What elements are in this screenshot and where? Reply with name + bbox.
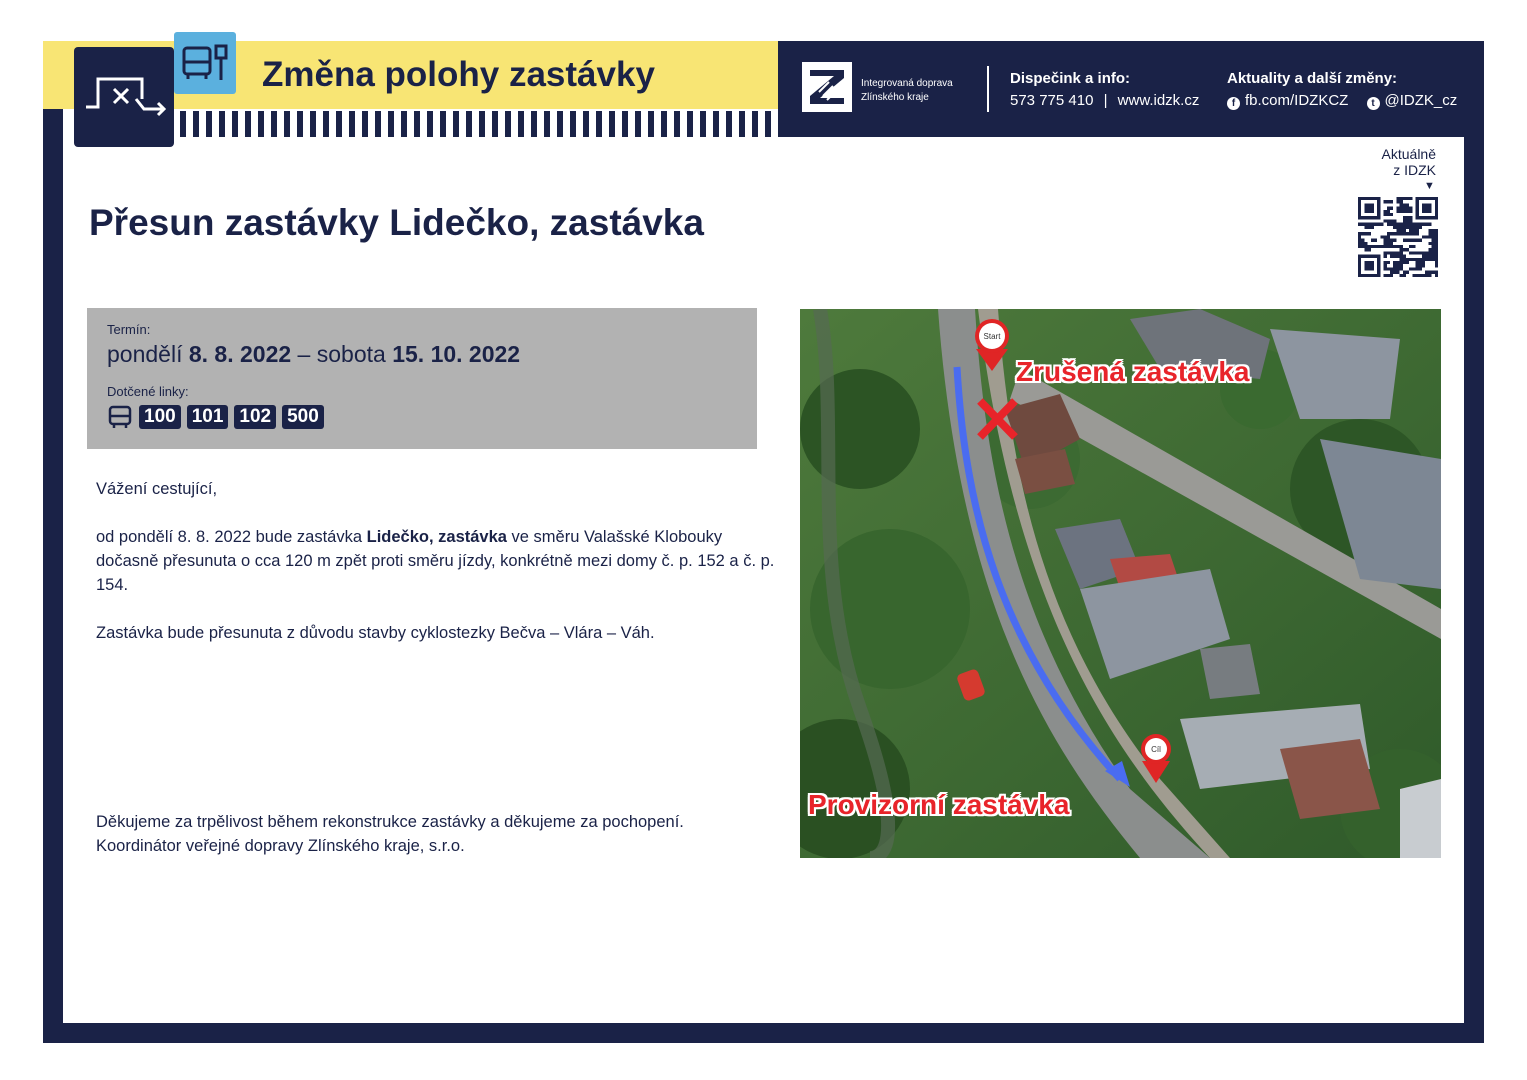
relocation-paragraph <box>96 525 776 597</box>
stop-relocation-logo <box>74 47 174 147</box>
term-date-from: 8. 8. 2022 <box>188 341 292 367</box>
line-badge: 102 <box>234 405 276 429</box>
term-mid: – sobota <box>291 341 393 367</box>
aerial-map-image <box>800 309 1441 858</box>
news-label: Aktuality a další změny: <box>1227 70 1398 87</box>
start-pin-label: Start <box>983 332 1001 341</box>
dispatch-web-link[interactable]: www.idzk.cz <box>1117 92 1200 109</box>
frame-bottom-border <box>43 1023 1484 1043</box>
org-name-line2: Zlínského kraje <box>861 92 929 103</box>
thanks-line: Děkujeme za trpělivost během rekonstrukce zastávky a děkujeme za pochopení. <box>96 813 684 831</box>
term-date-to: 15. 10. 2022 <box>392 341 521 367</box>
signature-line: Koordinátor veřejné dopravy Zlínského kraje, s.r.o. <box>96 837 465 855</box>
stop-name: Lidečko, zastávka <box>366 528 507 546</box>
reason-paragraph: Zastávka bude přesunuta z důvodu stavby cyklostezky Bečva – Vlára – Váh. <box>96 624 655 642</box>
temporary-stop-label: Provizorní zastávka <box>808 789 1070 820</box>
header-stripes <box>180 111 775 137</box>
frame-left-border <box>43 108 63 1043</box>
org-name <box>861 77 953 105</box>
term-info-box <box>87 308 757 449</box>
bus-icon <box>107 405 133 429</box>
qr-label-line2: z IDZK <box>1393 162 1436 178</box>
stop-relocation-icon <box>74 47 174 147</box>
end-pin-label: Cíl <box>1151 745 1161 754</box>
facebook-link[interactable]: fb.com/IDZKCZ <box>1245 92 1349 109</box>
facebook-icon: f <box>1227 97 1240 110</box>
qr-label-line1: Aktuálně <box>1381 146 1436 162</box>
header-divider <box>987 66 989 112</box>
page-title: Přesun zastávky Lidečko, zastávka <box>89 202 704 243</box>
dispatch-separator: | <box>1103 92 1108 109</box>
frame-right-border <box>1464 136 1484 1043</box>
idzk-logo-icon <box>802 62 852 112</box>
p1-post: ve směru Valašské Klobouky dočasně přesunuta o cca 120 m zpět proti směru jízdy, konkrétně mezi domy č. p. 152 a č. p. 154. <box>96 528 775 594</box>
lines-label: Dotčené linky: <box>107 384 189 399</box>
aerial-map <box>800 309 1441 858</box>
qr-label <box>1340 146 1436 178</box>
twitter-icon: t <box>1367 97 1380 110</box>
social-links <box>1227 92 1457 110</box>
notice-body <box>96 477 776 669</box>
notice-footer <box>96 810 796 858</box>
line-badge: 500 <box>282 405 324 429</box>
line-badge: 100 <box>139 405 181 429</box>
p1-pre: od pondělí 8. 8. 2022 bude zastávka <box>96 528 367 546</box>
greeting: Vážení cestující, <box>96 480 218 498</box>
dispatch-contact <box>1010 92 1199 109</box>
line-badge: 101 <box>187 405 229 429</box>
header-title: Změna polohy zastávky <box>262 55 655 94</box>
dispatch-phone[interactable]: 573 775 410 <box>1010 92 1094 109</box>
qr-arrow-icon: ▼ <box>1424 180 1435 192</box>
twitter-link[interactable]: @IDZK_cz <box>1384 92 1458 109</box>
org-name-line1: Integrovaná doprava <box>861 78 953 89</box>
bus-stop-icon <box>174 32 236 94</box>
term-label: Termín: <box>107 322 151 337</box>
affected-lines <box>107 405 330 429</box>
term-value <box>107 341 520 368</box>
cancelled-stop-label: Zrušená zastávka <box>1016 356 1250 387</box>
term-day-from: pondělí <box>107 341 189 367</box>
dispatch-label: Dispečink a info: <box>1010 70 1131 87</box>
qr-code[interactable] <box>1358 197 1438 277</box>
